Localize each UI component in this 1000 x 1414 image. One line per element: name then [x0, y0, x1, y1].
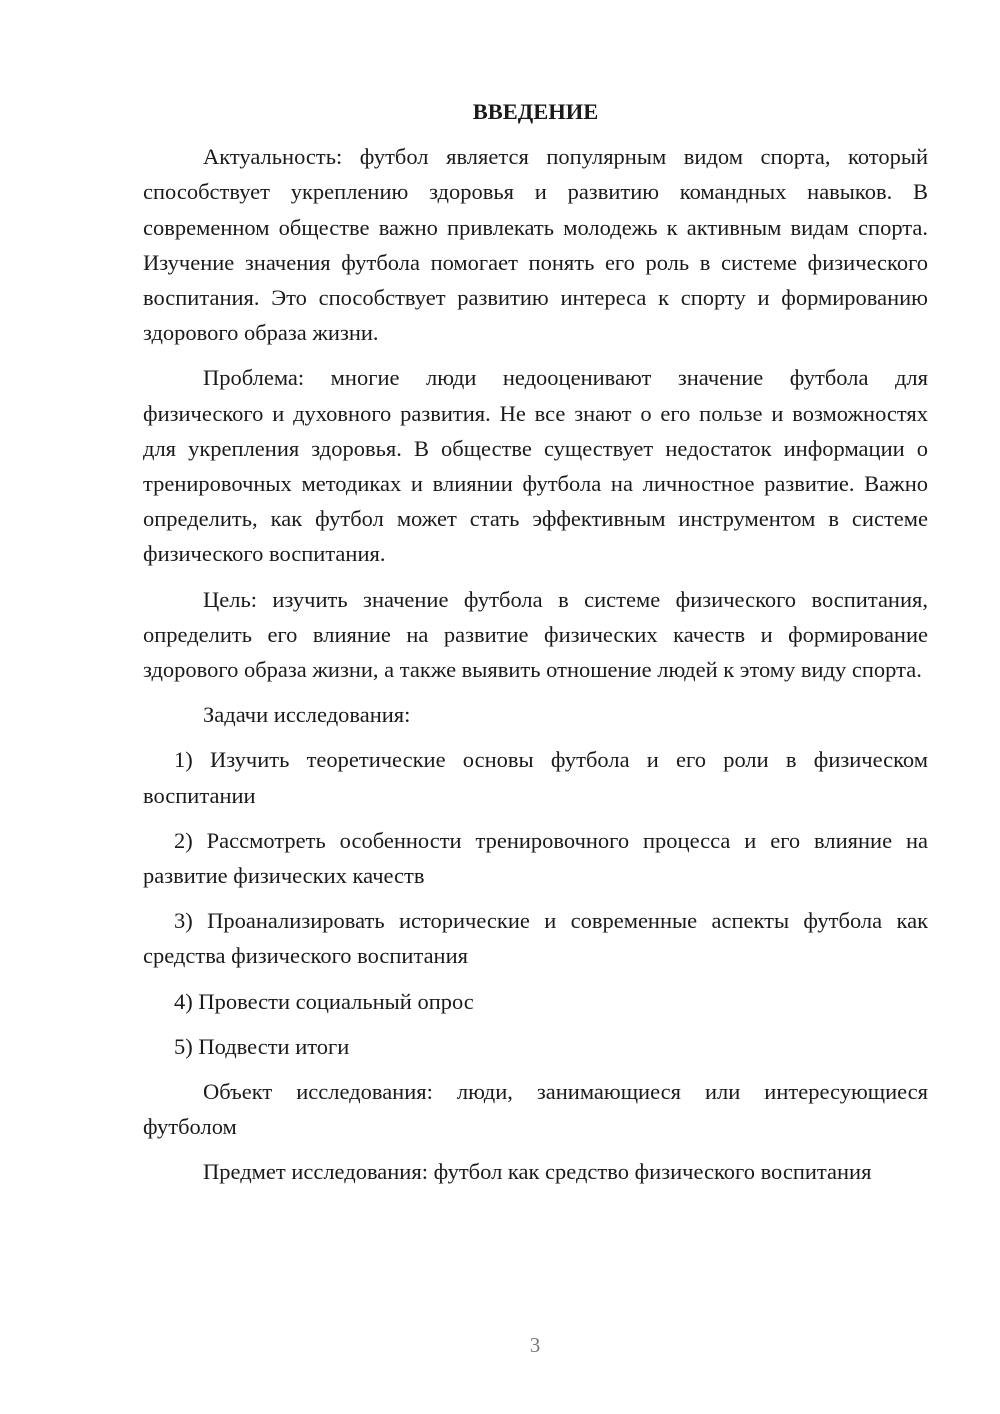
- paragraph-problem: Проблема: многие люди недооценивают значение футбола для физического и духовного развития. Не все знают о его пользе и возможностях для укрепления здоровья. В обществе существует недостаток информации о тренировочных методиках и влиянии футбола на личностное развитие. Важно определить, как футбол может стать эффективным инструментом в системе физического воспитания.: [143, 365, 928, 567]
- task-item-3: 3) Проанализировать исторические и современные аспекты футбола как средства физического воспитания: [143, 908, 928, 969]
- paragraph-relevance: Актуальность: футбол является популярным видом спорта, который способствует укреплению здоровья и развитию командных навыков. В современном обществе важно привлекать молодежь к активным видам спорта. Изучение значения футбола помогает понять его роль в системе физического воспитания. Это способствует развитию интереса к спорту и формированию здорового образа жизни.: [143, 144, 928, 346]
- task-item-4: 4) Провести социальный опрос: [174, 988, 474, 1014]
- page-number: 3: [529, 1333, 541, 1357]
- paragraph-goal: Цель: изучить значение футбола в системе физического воспитания, определить его влияние на развитие физических качеств и формирование здорового образа жизни, а также выявить отношение людей к этому виду спорта.: [143, 586, 928, 683]
- task-item-2: 2) Рассмотреть особенности тренировочного процесса и его влияние на развитие физических качеств: [143, 827, 928, 889]
- paragraph-subject: Предмет исследования: футбол как средство физического воспитания: [203, 1159, 872, 1185]
- page-content: [143, 94, 928, 1200]
- task-item-1: 1) Изучить теоретические основы футбола и его роли в физическом воспитании: [143, 747, 928, 808]
- task-item-5: 5) Подвести итоги: [174, 1033, 350, 1059]
- paragraph-object: Объект исследования: люди, занимающиеся или интересующиеся футболом: [143, 1079, 928, 1140]
- tasks-label: Задачи исследования:: [203, 702, 411, 728]
- page-title: ВВЕДЕНИЕ: [472, 99, 599, 124]
